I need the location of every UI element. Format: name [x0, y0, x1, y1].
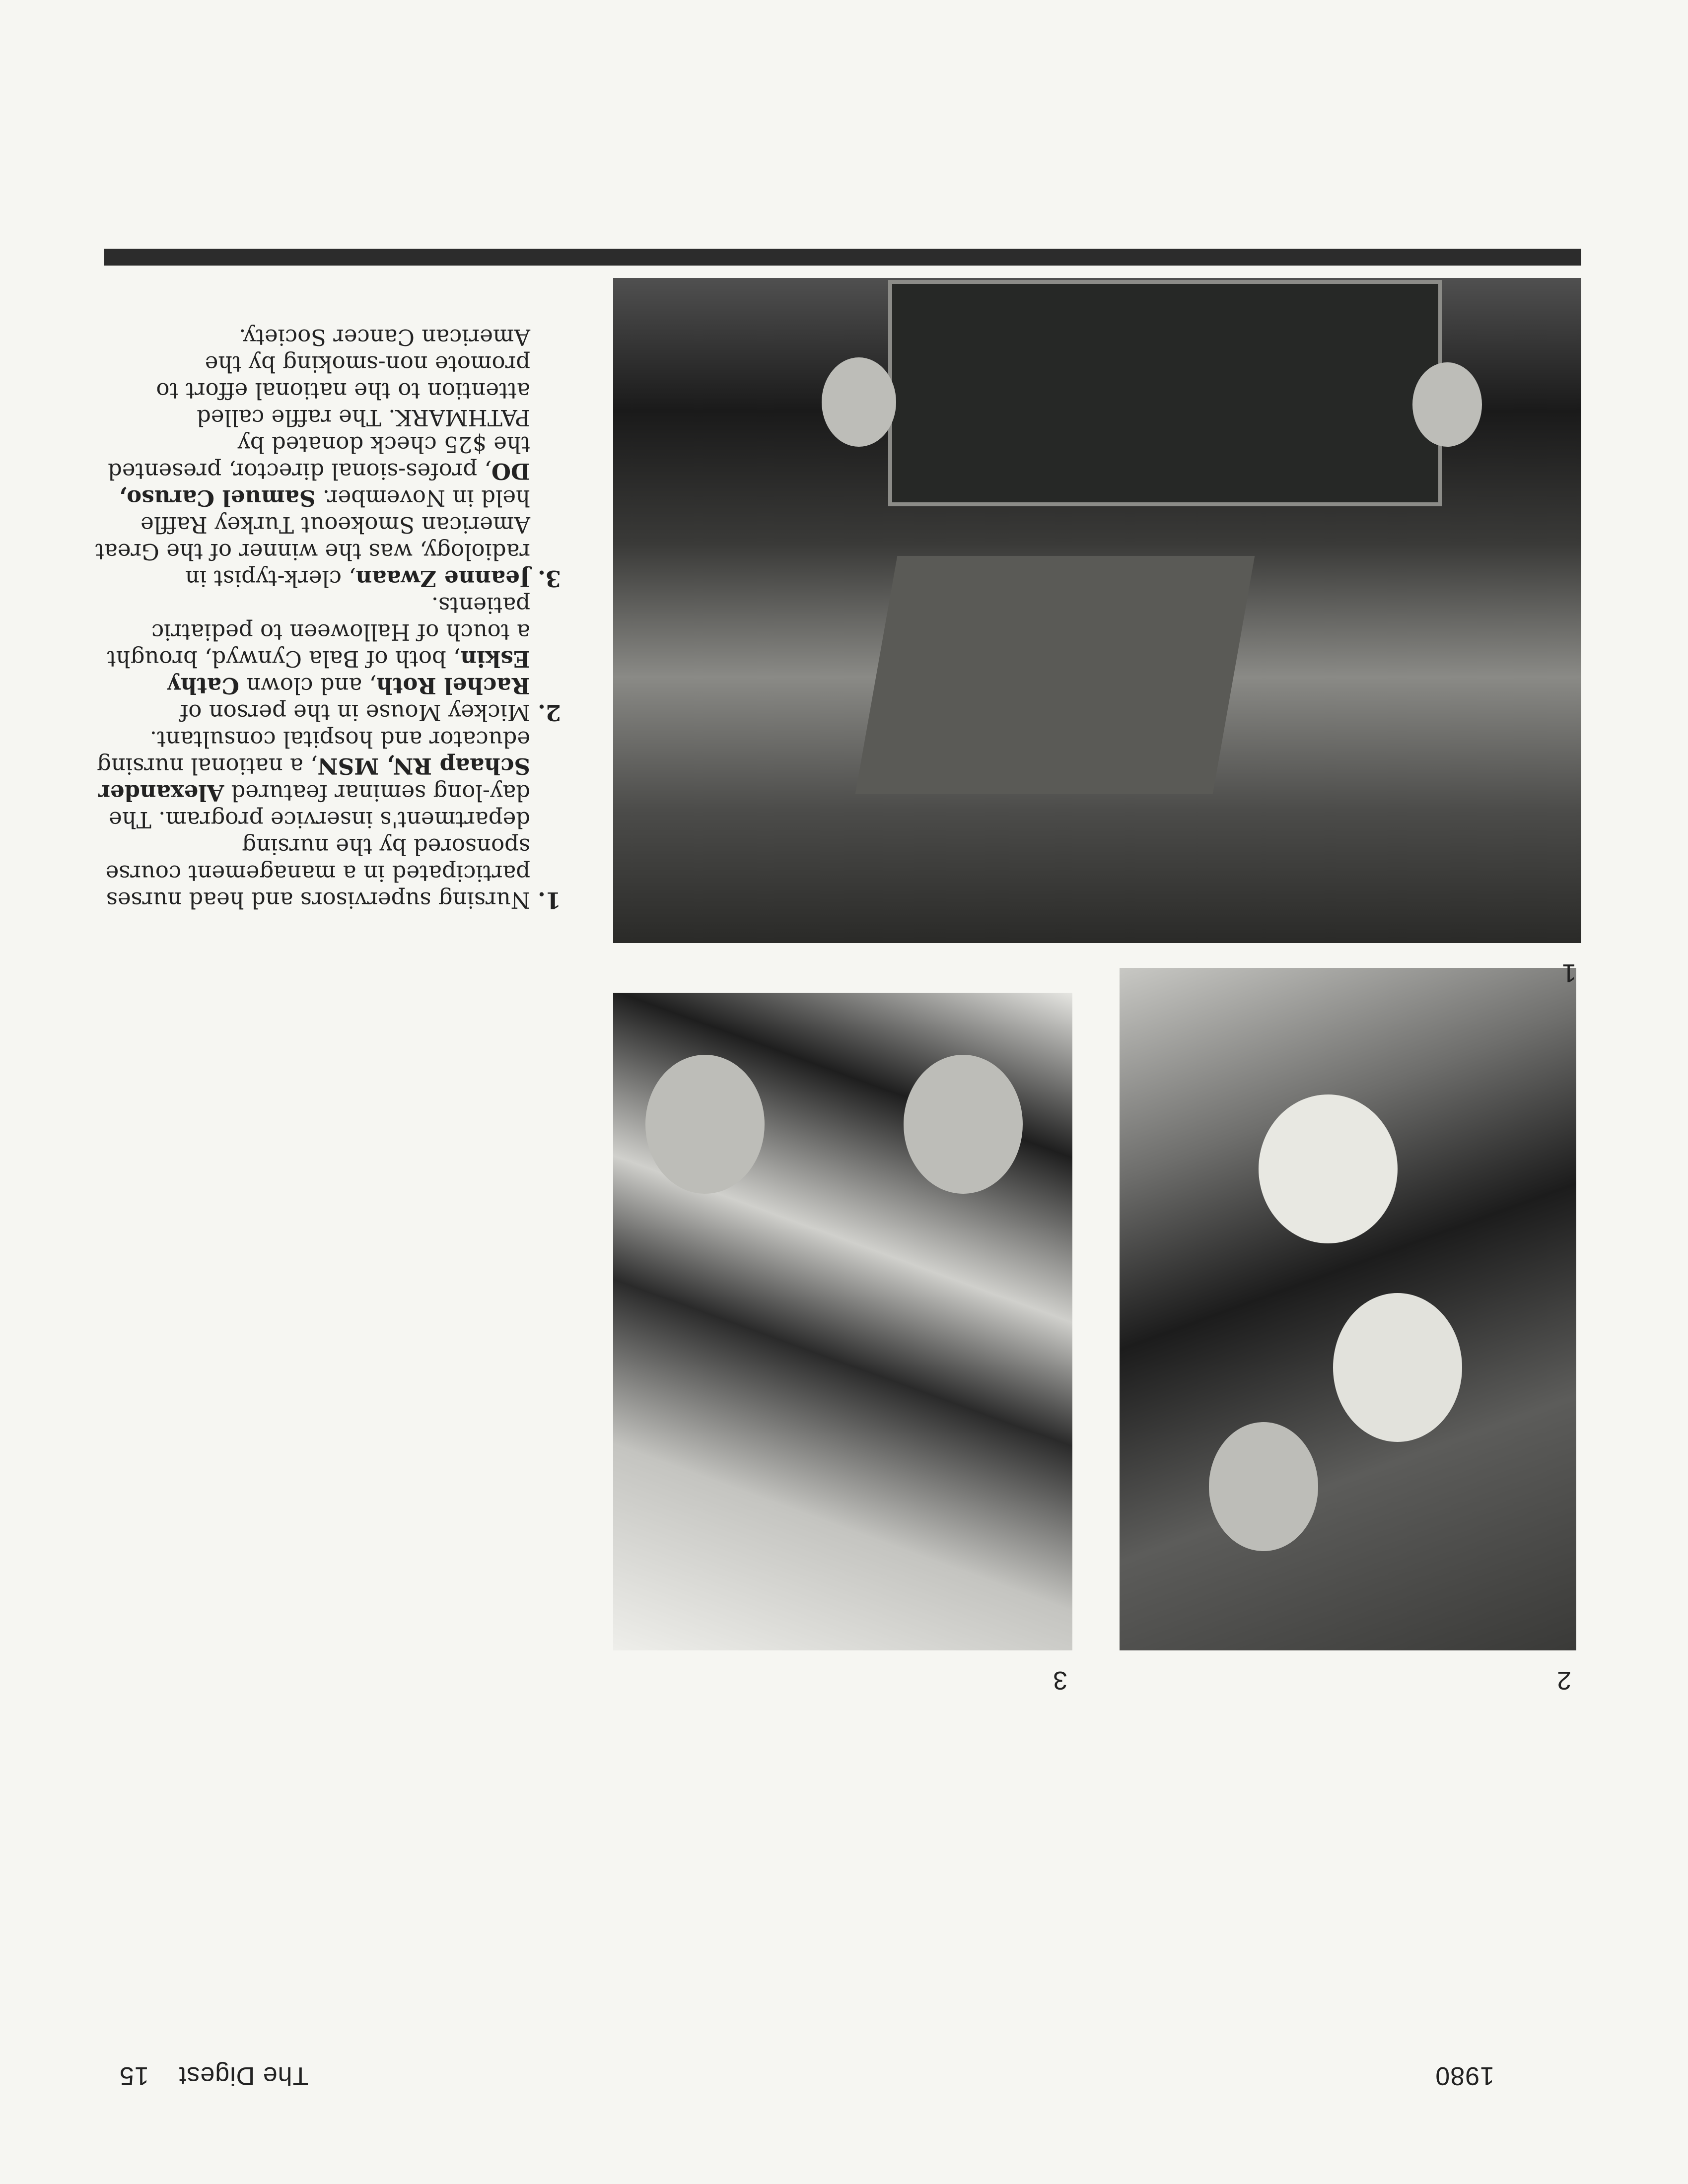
caption-number: 2. — [538, 699, 561, 726]
caption-list — [94, 324, 561, 913]
caption-item — [94, 592, 561, 726]
caption-text-part: , clerk-typist in radiology, was the winner of the Great American Smokeout Turkey Raffle held in November. — [95, 485, 530, 592]
photo-face — [1412, 362, 1482, 447]
header-year — [1435, 2061, 1494, 2091]
caption-name: Alexander Schaap RN, MSN — [98, 753, 530, 806]
photo-face — [904, 1055, 1023, 1194]
photo-face — [822, 357, 896, 447]
caption-name: Samuel Caruso, DO — [119, 458, 530, 511]
publication-title: The Digest — [178, 2061, 309, 2090]
photo-face — [1333, 1293, 1462, 1442]
caption-text — [94, 726, 530, 913]
caption-name: Jeanne Zwaan — [355, 565, 530, 592]
caption-text-part: , and clown — [239, 673, 376, 699]
photo-chalkboard — [888, 280, 1442, 506]
caption-text-part: , profes-sional director, presented the $25 check donated by PATHMARK. The raffle called attention to the national effort to promote non-smoking by the American Cancer Society. — [108, 324, 530, 484]
caption-text — [94, 592, 530, 726]
caption-text — [94, 324, 530, 592]
photo-1-label: 1 — [1562, 958, 1576, 987]
header-publication — [119, 2061, 308, 2091]
caption-number: 3. — [538, 565, 561, 592]
caption-item — [94, 726, 561, 913]
year-text: 1980 — [1435, 2061, 1494, 2090]
photo-mickey-clown — [1120, 968, 1576, 1650]
caption-item — [94, 324, 561, 592]
photo-face — [1209, 1422, 1318, 1551]
caption-text-part: Nursing supervisors and head nurses participated in a management course sponsored by the nursing department's inservice program. The day-long seminar featured — [105, 780, 530, 913]
caption-text-part: , both of Bala Cynwyd, brought a touch of Halloween to pediatric patients. — [107, 592, 530, 672]
photo-raffle-winner — [613, 993, 1072, 1650]
page-number: 15 — [119, 2061, 149, 2090]
photo-face — [645, 1055, 765, 1194]
section-rule — [104, 249, 1581, 266]
photo-2-label: 2 — [1557, 1666, 1571, 1695]
caption-text-part: , a national nursing educator and hospital consultant. — [97, 726, 530, 779]
caption-text-part: Mickey Mouse in the person of — [180, 699, 530, 726]
caption-name: Rachel Roth — [376, 673, 530, 699]
photo-table — [855, 556, 1255, 794]
caption-name: Cathy Eskin — [167, 646, 530, 699]
photo-face — [1259, 1094, 1398, 1243]
caption-number: 1. — [538, 887, 561, 913]
photo-3-label: 3 — [1053, 1666, 1067, 1695]
photo-nursing-seminar — [613, 278, 1581, 943]
